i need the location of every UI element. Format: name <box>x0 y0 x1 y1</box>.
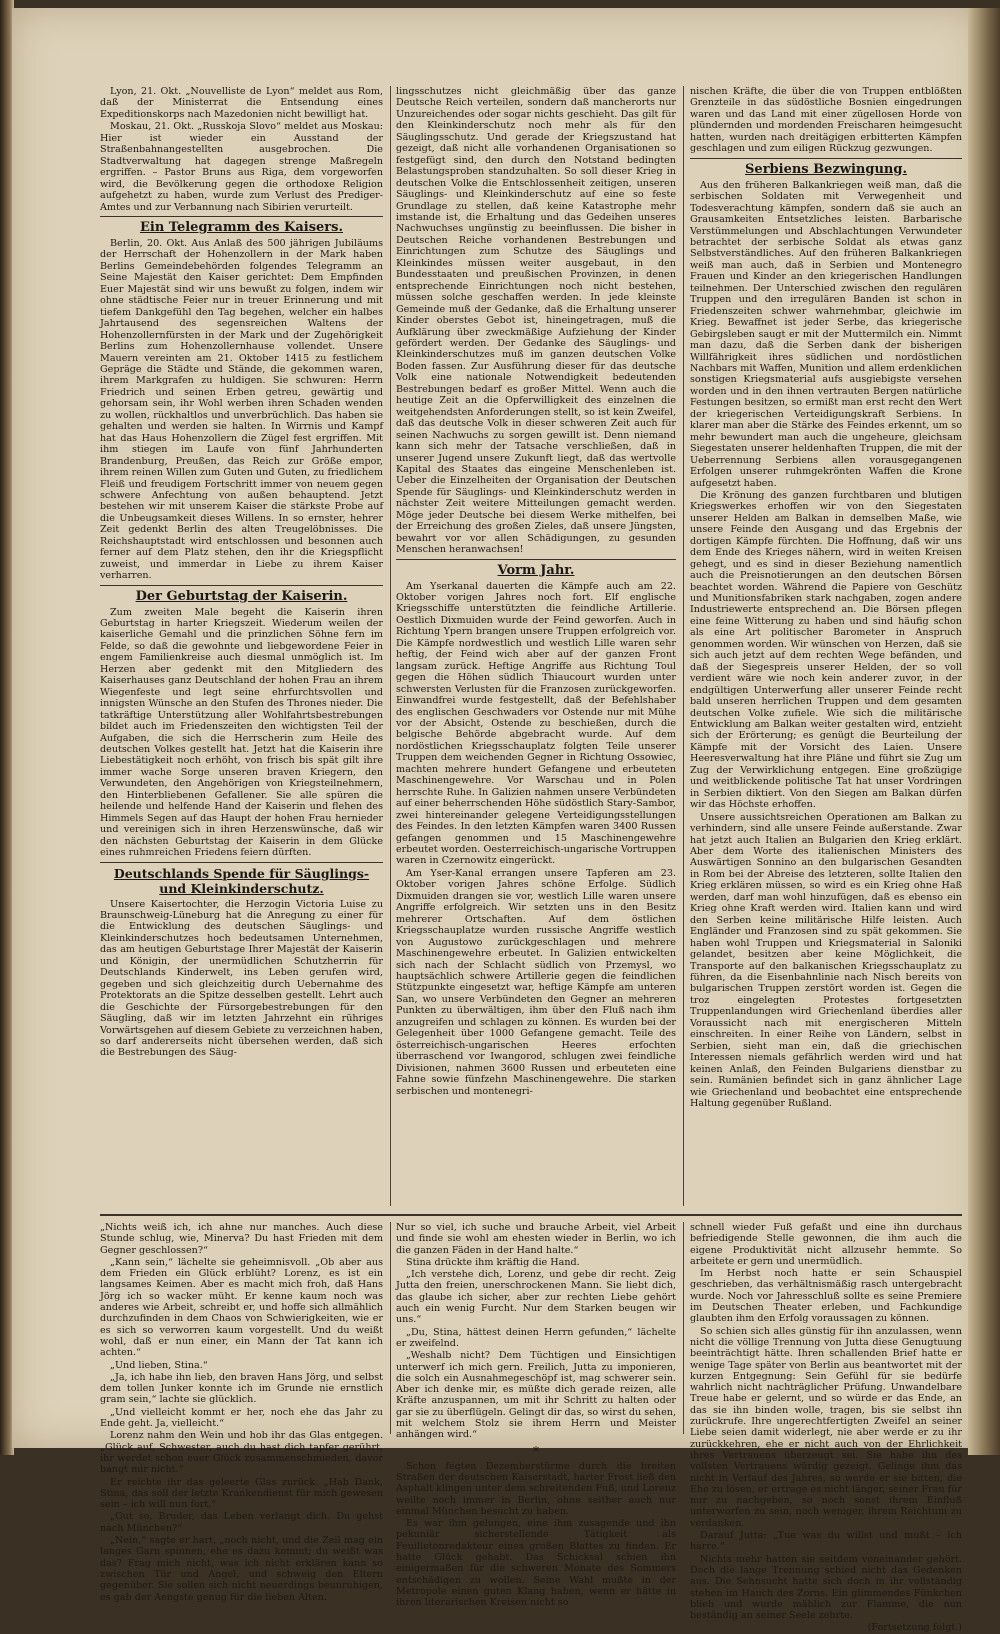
article-paragraph: So schien sich alles günstig für ihn anzulassen, wenn nicht die völlige Trennung von Jutta diese Genugtuung beeinträchtigt hätte. Ihren schallenden Brief hatte er wenige Tage später von Berlin aus beantwortet mit der kurzen Entgegnung: Sein Gefühl für sie bedürfe wahrlich nicht nachträglicher Prüfung. Unwandelbare Treue habe er gelernt, und so würde er das Ende, an das sie ihn binden wolle, tragen, bis sie selbst ihn zurückrufe. Ihre ungerechtfertigten Zweifel an seiner Liebe seien damit widerlegt, nie aber werde er zu ihr zurückkehren, ehe er nicht auch von der Ehrlichkeit ihres Vertrauens überzeugt sei. Sie habe ihn des vollsten Vertrauens würdig gezeigt. Gelinge ihm das nicht in Verlauf des Jahres, so werde er sie bitten, die Ehe zu lösen, er ertrage es nicht länger, seiner Frau für nur zu nachgeben, so noch sonst ihrem Einfluß unterworfen zu sein, noch weniger, ihrem Reichtum zu verdanken. <box>690 1325 962 1529</box>
article-paragraph: Stina drückte ihm kräftig die Hand. <box>406 1256 580 1268</box>
article-paragraph: Nur so viel, ich suche und brauche Arbeit, viel Arbeit und finde sie wohl am ehesten wieder in Berlin, wo ich die ganzen Fäden in der Hand halte.“ <box>396 1222 676 1256</box>
article-paragraph: Im Herbst noch hatte er sein Schauspiel geschrieben, das verhältnismäßig rasch untergebracht wurde. Noch vor Jahresschluß sollte es seine Premiere im Deutschen Theater erleben, und Fachkundige glaubten ihm den Erfolg voraussagen zu können. <box>690 1268 962 1325</box>
column-rule <box>390 86 391 1206</box>
feuilleton-column-left <box>100 1222 383 1603</box>
article-paragraph: „Und lieben, Stina.“ <box>110 1359 208 1371</box>
article-paragraph: Darauf Jutta: „Tue was du willst und mußt – ich harre.“ <box>690 1530 962 1553</box>
feuilleton-column-middle <box>396 1222 676 1609</box>
article-paragraph: Moskau, 21. Okt. „Russkoja Slovo“ meldet aus Moskau: Hier ist wieder ein Ausstand der Straßenbahnangestellten ausgebrochen. Die Stadtverwaltung hat dagegen strenge Maßregeln ergriffen. – Pastor Bruns aus Riga, dem vorgeworfen wird, die Bevölkerung gegen die orthodoxe Religion aufgehetzt zu haben, wurde zum Verlust des Prediger-Amtes und zur Verbannung nach Sibirien verurteilt. <box>100 121 383 213</box>
article-paragraph: Die Krönung des ganzen furchtbaren und blutigen Kriegswerkes erhoffen wir von den Siegestaten unserer Helden am Balkan in demselben Maße, wie unsere Feinde den Ausgang und das Ergebnis der dortigen Kämpfe fürchten. Die Hoffnung, daß wir uns dem Ende des Krieges nähern, wird in weiten Kreisen gehegt, und es sind in dieser Beziehung namentlich auch die Preisnotierungen an den deutschen Börsen beachtet worden. Während die Papiere von Geschütz und Munitionsfabriken stark nachgaben, zogen andere Industriewerte entsprechend an. Die Börsen pflegen eine feine Witterung zu haben und sind häufig schon als eine Art politischer Barometer in Anspruch genommen worden. Wir wünschen von Herzen, daß sie sich auch jetzt auf dem rechten Wege befänden, und daß der Siegespreis unserer Helden, der so voll verdient wäre wie noch kein anderer zuvor, in der endgültigen Unterwerfung aller unserer Feinde recht bald unseren herrlichen Truppen und dem gesamten deutschen Volke zufiele. Wie sich die militärische Entwicklung am Balkan weiter gestalten wird, entzieht sich der Erörterung; es genügt die Beurteilung der Kämpfe mit der Vorsicht des Laien. Unsere Heeresverwaltung hat ihre Pläne und führt sie Zug um Zug der Verwirklichung entgegen. Eine großzügige und weitblickende politische Tat hat unser Vordringen in Serbien diktiert. Von den Siegen am Balkan dürfen wir das Höchste erhoffen. <box>690 489 962 811</box>
article-paragraph: Nichts mehr hatten sie seitdem voneinander gehört. Doch die lange Trennung schied nicht das Gedenken aus. Die Sehnsucht hatte sich doch in ihr vollständig stehen im Hauch des Zorns. Ein glimmendes Fünkchen blieb und wurde mählich zur Flamme, die nun beständig an seiner Seele zehrte. <box>690 1553 962 1622</box>
article-paragraph: lingsschutzes nicht gleichmäßig über das ganze Deutsche Reich verteilen, sondern daß mancherorts nur Unzureichendes oder sogar nichts geschieht. Das gilt für den Kleinkinderschutz noch mehr als für den Säuglingsschutz. Und gerade der Kriegszustand hat gezeigt, daß nicht alle vorhandenen Organisationen so festgefügt sind, den durch den Notstand bedingten Belastungsproben standzuhalten. So soll dieser Krieg in deutschen Volke die Entschlossenheit zeitigen, unseren Säuglings- und Kleinkinderschutz auf eine so feste Grundlage zu stellen, daß keine Katastrophe mehr imstande ist, die Erhaltung und das Gedeihen unseres Nachwuchses ungünstig zu beeinflussen. Die bisher in Deutschen Reiche vorhandenen Bestrebungen und Einrichtungen zum Schutze des Säuglings und Kleinkindes müssen weiter ausgebaut, in den Bundesstaaten und preußischen Provinzen, in denen entsprechende Einrichtungen noch nicht bestehen, müssen solche geschaffen werden. In jede kleinste Gemeinde muß der Gedanke, daß die Erhaltung unserer Kinder oberstes Gebot ist, hineingetragen, muß die Aufklärung über zweckmäßige Aufziehung der Kinder gefördert werden. Der Gedanke des Säuglings- und Kleinkinderschutzes muß im ganzen deutschen Volke Boden fassen. Zur Ausführung dieser für das deutsche Volk eine nationale Notwendigkeit bedeutenden Bestrebungen bedarf es großer Mittel. Wenn auch die heutige Zeit an die Opferwilligkeit des einzelnen die weitgehendsten Anforderungen stellt, so ist kein Zweifel, daß das deutsche Volk in dieser schweren Zeit auch für seinen Nachwuchs zu sorgen gewillt ist. Denn niemand kann sich mehr der Tatsache verschließen, daß in unserer Jugend unsere Zukunft liegt, daß das wertvolle Kapital des Staates das eingeine Menschenleben ist. Ueber die Einzelheiten der Organisation der Deutschen Spende für Säuglings- und Kleinkinderschutz werden in nächster Zeit weitere Mitteilungen gemacht werden. Möge jeder Deutsche bei diesem Werke mithelfen, bei der Erreichung des großen Zieles, daß unsere Jüngsten, bewahrt vor vor allen Schädigungen, zu gesunden Menschen heranwachsen! <box>396 86 676 556</box>
article-paragraph: schnell wieder Fuß gefaßt und eine ihn durchaus befriedigende Stelle gewonnen, die ihm auch die eigene Produktivität nicht allzusehr hemmte. So arbeitete er gern und unermüdlich. <box>690 1222 962 1267</box>
article-paragraph: „Weshalb nicht? Dem Tüchtigen und Einsichtigen unterwerf ich mich gern. Freilich, Jutta zu imponieren, die solch ein Ausnahmegeschöpf ist, mag schwerer sein. Aber ich denke mir, es müßte dich gerade reizen, alle Kräfte anzuspannen, um mit ihr Schritt zu halten oder gar sie zu überflügeln. Gelingt dir das, so wirst du sehen, mit welchem Stolz sie ihrem Herrn und Meister anhängen wird.“ <box>396 1350 676 1441</box>
article-paragraph: nischen Kräfte, die über die von Truppen entblößten Grenzteile in das südöstliche Bosnien eingedrungen waren und das Land mit einer zügellosen Horde von plündernden und mordenden Freischaren heimgesucht hatten, wurden nach dreitägigen erbitterten Kämpfen geschlagen und zum eiligen Rückzug gezwungen. <box>690 86 962 155</box>
article-paragraph: Lyon, 21. Okt. „Nouvelliste de Lyon“ meldet aus Rom, daß der Ministerrat die Entsendung eines Expeditionskorps nach Mazedonien nicht bewilligt hat. <box>100 86 383 120</box>
article-paragraph: „Du, Stina, hättest deinen Herrn gefunden,“ lächelte er zweifelnd. <box>396 1326 676 1349</box>
page-edge <box>968 8 1000 1455</box>
article-paragraph: „Gut so, Bruder, das Leben verlangt dich. Du gehst nach München?“ <box>100 1511 383 1534</box>
article-headline: Serbiens Bezwingung. <box>690 158 962 177</box>
article-paragraph: „Nichts weiß ich, ich ahne nur manches. Auch diese Stunde schlug, wie, Minerva? Du hast Frieden mit dem Gegner geschlossen?“ <box>100 1222 383 1256</box>
article-paragraph: Berlin, 20. Okt. Aus Anlaß des 500 jährigen Jubiläums der Herrschaft der Hohenzollern in der Mark haben Berlins Gemeindebehörden folgendes Telegramm an Seine Majestät den Kaiser gerichtet: Dem Empfinden Euer Majestät sind wir uns bewußt zu folgen, indem wir ohne städtische Feier nur in treuer Erinnerung und mit tiefem Dankgefühl den Tag begehen, welcher ein halbes Jahrtausend des segensreichen Waltens der Hohenzollernfürsten in der Mark und der Zugehörigkeit Berlins zum Hohenzollernhause vollendet. Unsere Mauern vereinten am 21. Oktober 1415 zu festlichem Gepräge die Städte und Stände, die gekommen waren, ihrem Markgrafen zu huldigen. Sie schwuren: Herrn Friedrich und seinen Erben getreu, gewärtig und gehorsam sein, ihr Wohl werben ihren Schaden wenden zu wollen, rückhaltlos und unverbrüchlich. Das haben sie gehalten und werden sie halten. In Wirrnis und Kampf hat das Haus Hohenzollern die Zügel fest ergriffen. Mit ihm stiegen im Laufe von fünf Jahrhunderten Brandenburg, Preußen, das Reich zur Größe empor, ihrem reinen Willen zum Guten und Guten, zu friedlichem Fleiß und freudigem Fortschritt immer von neuem gegen schwere Anfechtung von außen behauptend. Jetzt bestehen wir mit unserem Kaiser die stärkste Probe auf die Unbeugsamkeit dieses Willens. In so ernster, hehrer Zeit gedenkt Berlin des alten Treugelöbnisses. Die Reichshauptstadt wird entschlossen und besonnen auch ferner auf dem Platz stehen, den ihr die Kriegspflicht zuweist, und immerdar in Liebe zu ihrem Kaiser verharren. <box>100 237 383 582</box>
article-paragraph: „Und vielleicht kommt er her, noch ehe das Jahr zu Ende geht. Ja, vielleicht.“ <box>100 1406 383 1430</box>
column-middle <box>396 86 676 1208</box>
section-separator: * <box>533 1443 539 1458</box>
article-headline: Deutschlands Spende für Säuglings- und Kleinkinderschutz. <box>100 862 383 896</box>
article-headline: Der Geburtstag der Kaiserin. <box>100 585 383 604</box>
feuilleton-column-right <box>690 1222 962 1634</box>
article-paragraph: Am Yser-Kanal errangen unsere Tapferen am 23. Oktober vorigen Jahres schöne Erfolge. Südlich Dixmuiden drangen sie vor, westlich Lille waren unsere Angriffe erfolgreich. Wir setzten uns in den Besitz mehrerer Ortschaften. Auf dem östlichen Kriegsschauplatze wurden russische Angriffe westlich von Augustowo zurückgeschlagen und mehrere Maschinengewehre erbeutet. In Galizien entwickelten sich nach der Schlacht südlich von Przemysl, wo hauptsächlich schwere Artillerie gegen die feindlichen Stützpunkte eingesetzt war, heftige Kämpfe am unteren San, wo unsere Verbündeten den Gegner an mehreren Punkten zu überwältigen, ihm über den Fluß nach ihm anzugreifen und schlagen zu können. Es wurden bei der Gelegenheit über 1000 Gefangene gemacht. Teile des österreichisch-ungarischen Heeres erfochten überraschend vor Iwangorod, schlugen zwei feindliche Divisionen, nahmen 3600 Russen und erbeuteten eine Fahne sowie fünfzehn Maschinengewehre. Die starken serbischen und montenegri- <box>396 867 676 1097</box>
feuilleton-divider <box>100 1214 962 1216</box>
article-paragraph: Lorenz nahm den Wein und hob ihr das Glas entgegen. „Glück auf, Schwester, auch du hast dich tapfer gerührt, ihr werdet schon euer Glück zusammenschmieden, davor bangt mir nicht.“ <box>100 1430 383 1476</box>
article-paragraph: Es war ihm gelungen, eine ihm zusagende und ihn pekuniär sicherstellende Tätigkeit als Feuilletonredakteur eines großen Blattes zu finden. Er hatte Glück gehabt. Das Schicksal schien ihn einigermaßen für die schweren Monate des Sommers entschädigen zu wollen. Seine Wahl mußte in der Metropole einen guten Klang haben, wenn er hätte in ihren literarischen Kreisen nicht so <box>396 1518 676 1609</box>
article-paragraph: „Kann sein,“ lächelte sie geheimnisvoll. „Ob aber aus dem Frieden ein Glück erblüht? Lorenz, es ist ein langsames Keimen. Aber es macht mich froh, daß Hans Jörg ich so wacker müht. Er kenne kaum noch was anderes wie Arbeit, schreibt er, und hoffe sich allmählich durchzufinden in dem Chaos von Schwierigkeiten, wie er es sich so verworren kaum vorgestellt. Und du weißt wohl, daß er nun einer, ein Mann der Tat kann ich achten.“ <box>100 1256 383 1359</box>
article-paragraph: Unsere Kaisertochter, die Herzogin Victoria Luise zu Braunschweig-Lüneburg hat die Anregung zu einer für die Entwicklung des deutschen Säuglings- und Kleinkinderschutzes hoch bedeutsamen Unternehmen, das am heutigen Geburtstage Ihrer Majestät der Kaiserin und Königin, der unermüdlichen Schutzherrin für Deutschlands Kinderwelt, ins Leben gerufen wird, gegeben und sich gleichzeitig durch Uebernahme des Protektorats an die Spitze desselben gestellt. Lehrt auch die Geschichte der Fürsorgebestrebungen für den Säugling, daß wir im letzten Jahrzehnt ein rühriges Vorwärtsgehen auf diesem Gebiete zu verzeichnen haben, so darf andererseits nicht übersehen werden, daß sich die Bestrebungen des Säug- <box>100 898 383 1059</box>
article-headline: Vorm Jahr. <box>396 559 676 578</box>
column-rule <box>683 1222 684 1434</box>
column-left <box>100 86 383 1208</box>
column-right <box>690 86 962 1208</box>
article-paragraph: „Nein,“ sagte er hart, „noch nicht, und die Zeil mag ein langes Garn spinnen, ehe es dazu kommt; du weißt was das? Frag mich nicht, was ich nicht erklären kann so zwischen Tür und Angel, und schweig den Eltern gegenüber. Sie sollen sich nicht neuerdings beunruhigen, es gab der Aengste genug für die lieben Alten. <box>100 1535 383 1603</box>
article-paragraph: Schon fegten Dezemberstürme durch die breiten Straßen der deutschen Kaiserstadt, harter Frost ließ den Asphalt klingen unter dem schreitenden Fuß, und Lorenz weilte noch immer in Berlin, ohne seither auch nur einmal München besucht zu haben. <box>396 1460 676 1517</box>
continuation-note: (Fortsetzung folgt.) <box>867 1622 962 1634</box>
article-paragraph: Unsere aussichtsreichen Operationen am Balkan zu verhindern, sind alle unsere Feinde außerstande. Zwar hat jetzt auch Italien an Bulgarien den Krieg erklärt. Aber dem Worte des italienischen Ministers des Auswärtigen Sonnino an den bulgarischen Gesandten in Rom bei der Abreise des letzteren, sollte Italien den Krieg erklären müssen, so wird es ein Krieg ohne Haß werden, darf man wohl hinzufügen, daß es ebenso ein Krieg ohne Kraft werden wird. Italien kann und wird den Serben keine militärische Hilfe leisten. Auch Engländer und Franzosen sind zu spät gekommen. Sie haben wohl Truppen und Kriegsmaterial in Saloniki gelandet, besitzen aber keine Möglichkeit, die Transporte auf den balkanischen Kriegsschauplatz zu führen, da die Eisenbahnlinie nach Nisch bereits von bulgarischen Truppen zerstört worden ist. Gegen die troz eingelegten Protestes fortgesetzten Truppenlandungen wird Griechenland überdies aller Voraussicht nach mit energischeren Mitteln einschreiten. In einer Reihe von Ländern, selbst in Serbien, sieht man ein, daß die griechischen Interessen niemals gefährlich werden wird und hat keinen Anlaß, den Feinden Bulgariens dienstbar zu sein. Rumänien befindet sich in ganz ähnlicher Lage wie Griechenland und beobachtet eine entsprechende Haltung gegenüber Rußland. <box>690 811 962 1109</box>
column-rule <box>683 86 684 1206</box>
article-headline: Ein Telegramm des Kaisers. <box>100 216 383 235</box>
article-paragraph: Aus den früheren Balkankriegen weiß man, daß die serbischen Soldaten mit Verwegenheit und Todesverachtung kämpfen, sondern daß sie auch an Grausamkeiten Entsetzliches leisten. Barbarische Verstümmelungen und Abschlachtungen Verwundeter betrachtet der serbische Soldat als etwas ganz Selbstverständliches. Auf den früheren Balkankriegen weiß man auch, daß in Serbien und Montenegro Frauen und Kinder an den kriegerischen Handlungen teilnehmen. Der Unterschied zwischen den regulären Truppen und den irregulären Banden ist schon in Friedenszeiten schwer wahrnehmbar, gleichwie im Krieg. Bewaffnet ist jeder Serbe, das kriegerische Gebirgsleben saugt er mit der Muttermilch ein. Nimmt man dazu, daß die Serben dank der bisherigen Willfährigkeit ihres südlichen und nordöstlichen Nachbars mit Waffen, Munition und allem erdenklichen sonstigen Kriegsmaterial aufs ausgiebigste versehen worden und in den ihnen vertrauten Bergen natürliche Festungen besitzen, so ermißt man erst recht den Wert der kriegerischen Verteidigungskraft Serbiens. In klarer man aber die Stärke des Feindes erkennt, um so mehr bewundert man auch die ungeheure, gleichsam Siegestaten unserer heldenhaften Truppen, die mit der Ueberrennung Serbiens allen vorausgegangenen Erfolgen unserer ruhmgekrönten Waffen die Krone aufgesetzt haben. <box>690 179 962 489</box>
article-paragraph: Am Yserkanal dauerten die Kämpfe auch am 22. Oktober vorigen Jahres noch fort. Elf englische Kriegsschiffe unterstützten die feindliche Artillerie. Oestlich Dixmuiden wurde der Feind geworfen. Auch in Richtung Ypern brangen unsere Truppen erfolgreich vor. Die Kämpfe nordwestlich und westlich Lille waren sehr heftig, der Feind wich aber auf der ganzen Front langsam zurück. Heftige Angriffe aus Richtung Toul gegen die Höhen südlich Thiaucourt wurden unter schwersten Verlusten für die Franzosen zurückgeworfen. Einwandfrei wurde festgestellt, daß der Befehlshaber des englischen Geschwaders vor Ostende nur mit Mühe vor der Absicht, Ostende zu beschießen, durch die belgische Behörde abgebracht wurde. Auf dem nordöstlichen Kriegsschauplatz folgten Teile unserer Truppen dem weichenden Gegner in Richtung Ossowiec, machten mehrere hundert Gefangene und erbeuteten Maschinengewehre. Vor Warschau und in Polen herrschte Ruhe. In Galizien nahmen unsere Verbündeten auf einer beherrschenden Höhe südöstlich Stary-Sambor, zwei hintereinander gelegene Verteidigungsstellungen des Feindes. In den letzten Kämpfen waren 3400 Russen gefangen genommen und 15 Maschinengewehre erbeutet worden. Oesterreichisch-ungarische Vortruppen waren in Czernowitz eingerückt. <box>396 580 676 867</box>
article-paragraph: Er reichte ihr das geleerte Glas zurück. „Hab Dank, Stina, das soll der letzte Krankendienst für mich gewesen sein – ich will nun fort.“ <box>100 1476 383 1511</box>
article-paragraph: „Ich verstehe dich, Lorenz, und gebe dir recht. Zeig Jutta den freien, unerschrockenen Mann. Sie liebt dich, das glaube ich sicher, aber zur rechten Liebe gehört auch ein wenig Furcht. Nur dem Starken beugen wir uns.“ <box>396 1269 676 1326</box>
column-rule <box>390 1222 391 1434</box>
article-paragraph: Zum zweiten Male begeht die Kaiserin ihren Geburtstag in harter Kriegszeit. Wiederum weilen der kaiserliche Gemahl und die prinzlichen Söhne fern im Felde, so daß die gewohnte und liebgewordene Feier in engem Familienkreise auch diesmal unmöglich ist. Im Herzen aber gedenkt mit den Mitgliedern des Kaiserhauses ganz Deutschland der hohen Frau an ihrem Wiegenfeste und legt seine ehrfurchtsvollen und innigsten Wünsche an den Stufen des Thrones nieder. Die tatkräftige Unterstützung aller Wohlfahrtsbestrebungen bildet auch im Friedenszeiten den wichtigsten Teil der Aufgaben, die sich die Herrscherin zum Heile des deutschen Volkes gestellt hat. Jetzt hat die Kaiserin ihre Liebestätigkeit noch erhöht, von frisch bis spät gilt ihre immer wache Sorge unseren braven Kriegern, den Verwundeten, den Angehörigen von Kriegsteilnehmern, den Hinterbliebenen Gefallener. Sie alle spüren die heilende und helfende Hand der Kaiserin und flehen des Himmels Segen auf das Haupt der hohen Frau hernieder und vereinigen sich in ihren Herzenswünsche, daß wir den nächsten Geburtstag der Kaiserin in dem Glücke eines ruhmreichen Friedens feiern dürften. <box>100 606 383 859</box>
article-paragraph: „Ja, ich habe ihn lieb, den braven Hans Jörg, und selbst dem tollen Junker konnte ich im Grunde nie ernstlich gram sein,“ lachte sie glücklich. <box>100 1371 383 1406</box>
